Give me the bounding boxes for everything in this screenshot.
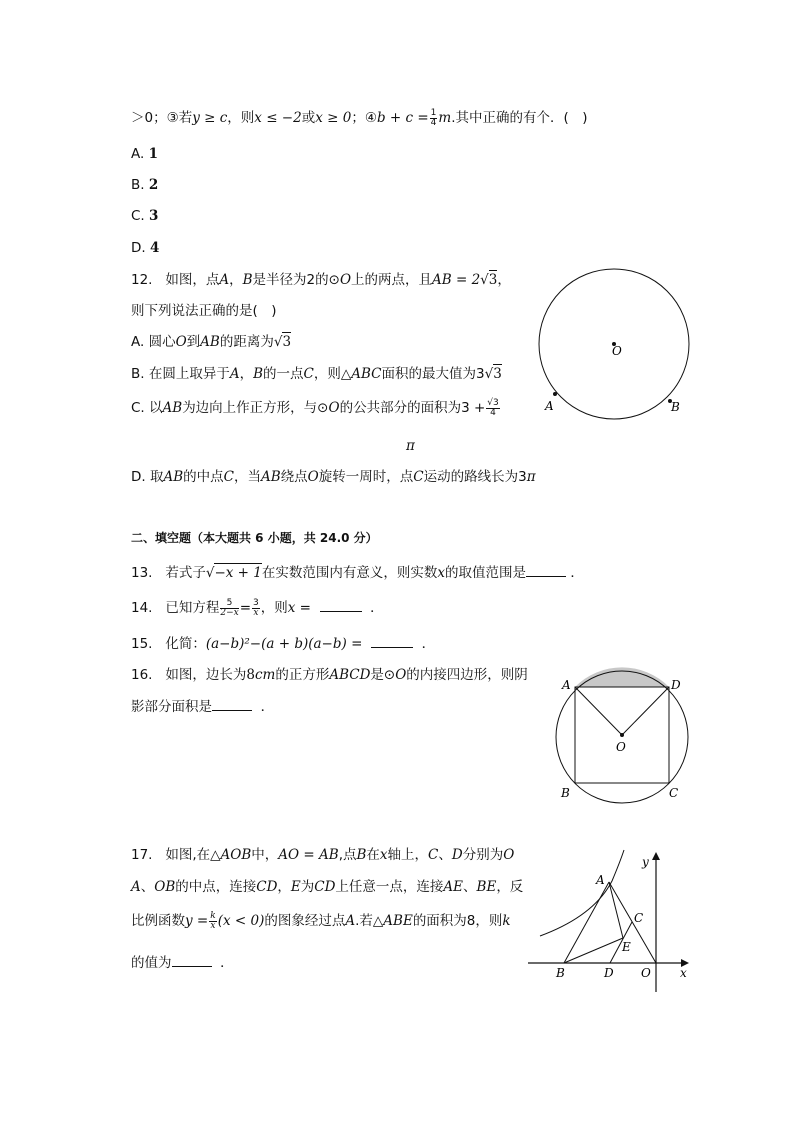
q11-option-a[interactable]: A. 1 — [131, 146, 158, 162]
q15: 15. 化简：(a−b)²−(a + b)(a−b) = ． — [131, 633, 435, 654]
y-axis-arrow — [652, 852, 660, 860]
q11-option-b[interactable]: B. 2 — [131, 177, 159, 193]
segment-oa — [575, 687, 622, 735]
answer-blank[interactable] — [172, 952, 212, 967]
q12-stem: 12. 如图，点A，B是半径为2的⊙O上的两点，且AB = 2√3， — [131, 272, 511, 288]
q17-line4: 的值为 ． — [131, 952, 234, 973]
q13: 13. 若式子√−x + 1在实数范围内有意义，则实数x的取值范围是 ． — [131, 562, 584, 583]
label-d: D — [604, 966, 614, 980]
label-d: D — [671, 678, 681, 692]
answer-blank[interactable] — [212, 696, 252, 711]
q12-option-c-pi: π — [406, 438, 415, 454]
point-a — [553, 392, 557, 396]
fraction: $\frac{k}{x}$ — [210, 910, 216, 931]
answer-blank[interactable] — [320, 597, 362, 612]
label-o: O — [616, 740, 626, 754]
q17-line3: 比例函数y = $\frac{k}{x}$ (x < 0)的图象经过点A.若△ABE的面积为8，则k — [131, 910, 511, 931]
q16: 16. 如图，边长为8cm的正方形ABCD是⊙O的内接四边形，则阴 — [131, 667, 528, 683]
section-heading: 二、填空题（本大题共 6 小题，共 24.0 分） — [131, 531, 378, 545]
segment-ab — [564, 882, 609, 963]
q12-option-a[interactable]: A. 圆心O到AB的距离为√3 — [131, 334, 292, 350]
answer-blank[interactable] — [371, 633, 413, 648]
q12-circle-figure — [530, 262, 700, 422]
q11-option-c[interactable]: C. 3 — [131, 208, 159, 224]
q16-line2: 影部分面积是 ． — [131, 696, 274, 717]
label-c: C — [634, 911, 644, 925]
q12-option-c[interactable]: C. 以AB为边向上作正方形，与⊙O的公共部分的面积为3 + $\frac{√3}{4}$ — [131, 397, 499, 418]
label-c: C — [669, 786, 679, 800]
fraction: $\frac{3}{x}$ — [253, 597, 259, 618]
label-b: B — [556, 966, 565, 980]
segment-ae — [609, 882, 623, 938]
q12-option-b[interactable]: B. 在圆上取异于A，B的一点C，则△ABC面积的最大值为3√3 — [131, 366, 502, 382]
label-b: B — [671, 400, 680, 414]
answer-blank[interactable] — [526, 562, 566, 577]
fraction: $\frac{5}{2-x}$ — [220, 597, 239, 618]
q12-stem-line2: 则下列说法正确的是( ) — [131, 303, 277, 319]
label-x: x — [680, 966, 687, 980]
q12-option-d[interactable]: D. 取AB的中点C，当AB绕点O旋转一周时，点C运动的路线长为3π — [131, 469, 536, 485]
q17-coordinate-figure — [524, 846, 696, 996]
segment-be — [564, 938, 623, 963]
q17-line2: A、OB的中点，连接CD，E为CD上任意一点，连接AE、BE，反 — [131, 879, 524, 895]
label-e: E — [622, 940, 631, 954]
q14: 14. 已知方程 $\frac{5}{2-x}$ = $\frac{3}{x}$ ，则x = ． — [131, 597, 384, 618]
label-a: A — [596, 873, 605, 887]
q11-condition-line: ＞0；③若y ≥ c，则x ≤ −2或x ≥ 0；④b + c = $\frac{1}{4}$ m.其中正确的有个．( ) — [131, 107, 588, 128]
q16-square-circle-figure — [548, 664, 698, 806]
fraction: $\frac{1}{4}$ — [430, 107, 437, 128]
label-a: A — [562, 678, 571, 692]
shaded-segment — [575, 667, 669, 687]
center-point-o — [620, 733, 624, 737]
label-y: y — [642, 855, 649, 869]
fraction: $\frac{√3}{4}$ — [487, 397, 499, 418]
label-o: O — [612, 344, 622, 358]
label-b: B — [561, 786, 570, 800]
label-a: A — [545, 399, 554, 413]
label-o: O — [641, 966, 651, 980]
q17: 17. 如图,在△AOB中，AO = AB,点B在x轴上，C、D分别为O — [131, 847, 515, 863]
segment-od — [622, 687, 669, 735]
q11-option-d[interactable]: D. 4 — [131, 240, 160, 256]
